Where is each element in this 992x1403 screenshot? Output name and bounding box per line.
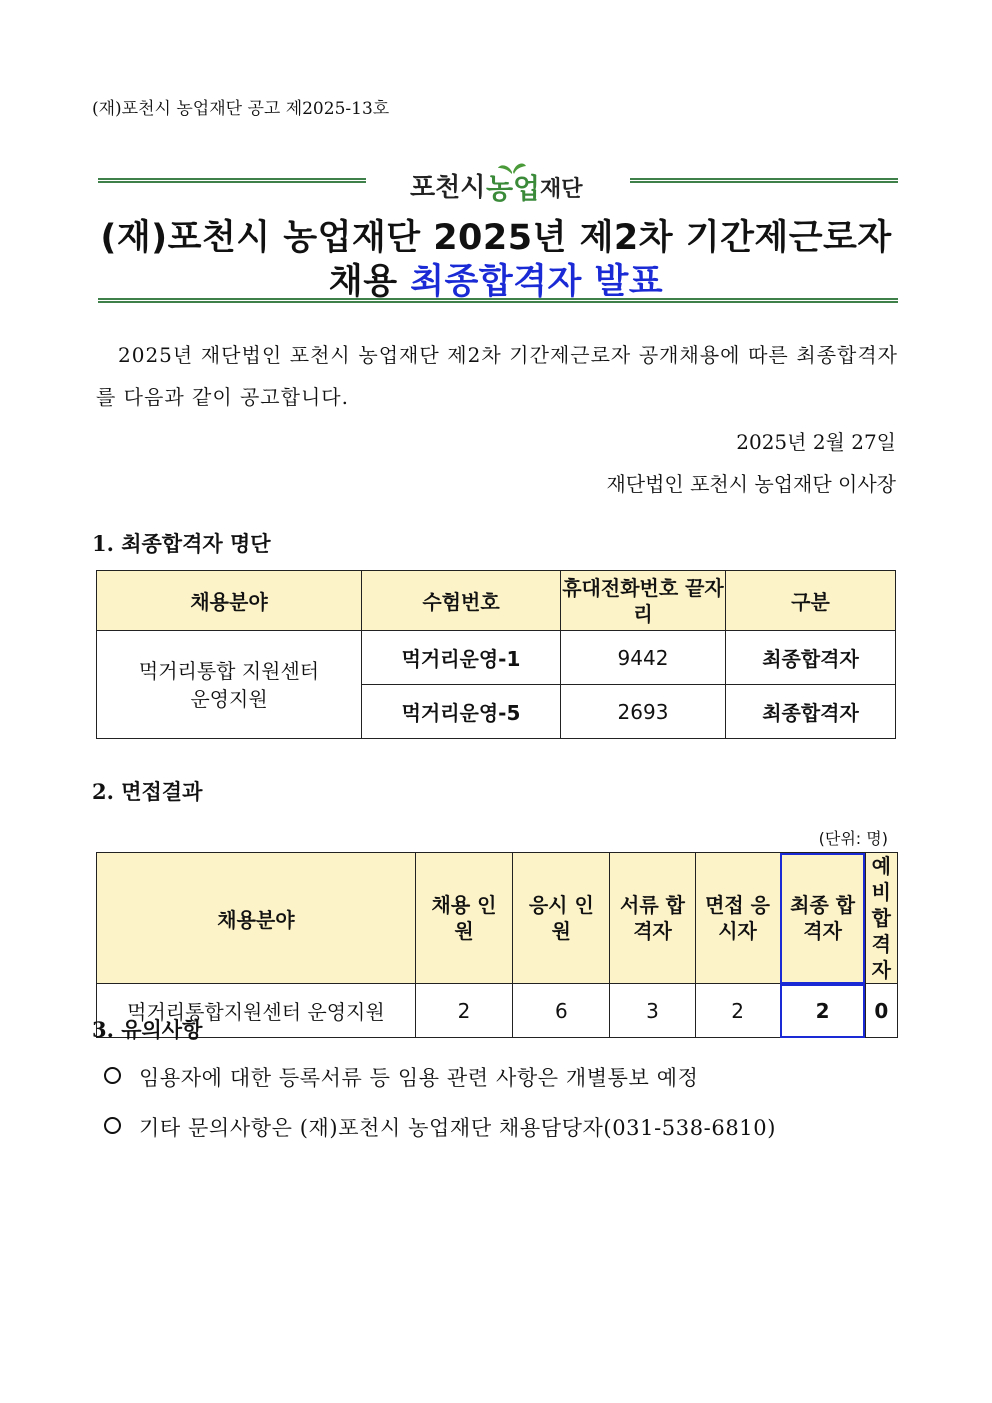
- foundation-logo: [400, 160, 600, 204]
- title-blue: 최종합격자 발표: [410, 262, 664, 302]
- cell-exam-no: 먹거리운영-1: [362, 631, 561, 685]
- col-final: 최종 합격자: [780, 853, 865, 984]
- cell-hire: 2: [415, 984, 512, 1038]
- cell-field: 먹거리통합지원센터 운영지원: [97, 984, 416, 1038]
- notice-item: [104, 1062, 698, 1092]
- interview-results-table: [96, 852, 898, 1038]
- cell-status: 최종합격자: [726, 685, 896, 739]
- section3-heading: 3. 유의사항: [92, 1017, 203, 1042]
- logo-text-3: 재단: [540, 177, 583, 202]
- announce-date: 2025년 2월 27일: [736, 430, 896, 454]
- col-reserve: 예비 합격자: [865, 853, 897, 984]
- cell-exam-no: 먹거리운영-5: [362, 685, 561, 739]
- col-hire: 채용 인원: [415, 853, 512, 984]
- notice-item-text: 임용자에 대한 등록서류 등 임용 관련 사항은 개별통보 예정: [139, 1066, 699, 1090]
- cell-field: 먹거리통합 지원센터 운영지원: [97, 631, 362, 739]
- notice-item: [104, 1112, 776, 1142]
- cell-reserve: 0: [865, 984, 897, 1038]
- col-field: 채용분야: [97, 571, 362, 631]
- cell-phone: 2693: [561, 685, 726, 739]
- cell-doc: 3: [610, 984, 695, 1038]
- logo-text-1: 포천시: [410, 173, 486, 203]
- page-title-line2: [60, 254, 932, 304]
- title-black: 채용: [328, 262, 398, 302]
- issuer: 재단법인 포천시 농업재단 이사장: [606, 472, 896, 496]
- table-row: [97, 984, 898, 1038]
- notice-item-text: 기타 문의사항은 (재)포천시 농업재단 채용담당자(031-538-6810): [139, 1116, 776, 1140]
- col-interview: 면접 응시자: [695, 853, 780, 984]
- cell-status: 최종합격자: [726, 631, 896, 685]
- col-exam-no: 수험번호: [362, 571, 561, 631]
- col-field: 채용분야: [97, 853, 416, 984]
- col-phone: 휴대전화번호 끝자리: [561, 571, 726, 631]
- cell-apply: 6: [513, 984, 610, 1038]
- col-doc: 서류 합격자: [610, 853, 695, 984]
- title-bottom-rule: [98, 298, 898, 303]
- section1-heading: 1. 최종합격자 명단: [92, 531, 271, 556]
- circle-bullet-icon: [104, 1117, 121, 1134]
- col-apply: 응시 인원: [513, 853, 610, 984]
- top-rule-right: [630, 178, 898, 183]
- section2-heading: 2. 면접결과: [92, 779, 203, 804]
- intro-paragraph: 2025년 재단법인 포천시 농업재단 제2차 기간제근로자 공개채용에 따른 최종합격자를 다음과 같이 공고합니다.: [96, 343, 898, 409]
- top-rule-left: [98, 178, 366, 183]
- notice-number: (재)포천시 농업재단 공고 제2025-13호: [92, 99, 390, 119]
- final-passers-table: [96, 570, 896, 739]
- col-status: 구분: [726, 571, 896, 631]
- cell-final: 2: [780, 984, 865, 1038]
- table-row: [97, 631, 896, 685]
- circle-bullet-icon: [104, 1067, 121, 1084]
- page-title-line1: (재)포천시 농업재단 2025년 제2차 기간제근로자: [100, 218, 892, 258]
- cell-phone: 9442: [561, 631, 726, 685]
- logo-text-2: 농업: [486, 172, 541, 204]
- cell-interview: 2: [695, 984, 780, 1038]
- unit-label: (단위: 명): [818, 829, 888, 848]
